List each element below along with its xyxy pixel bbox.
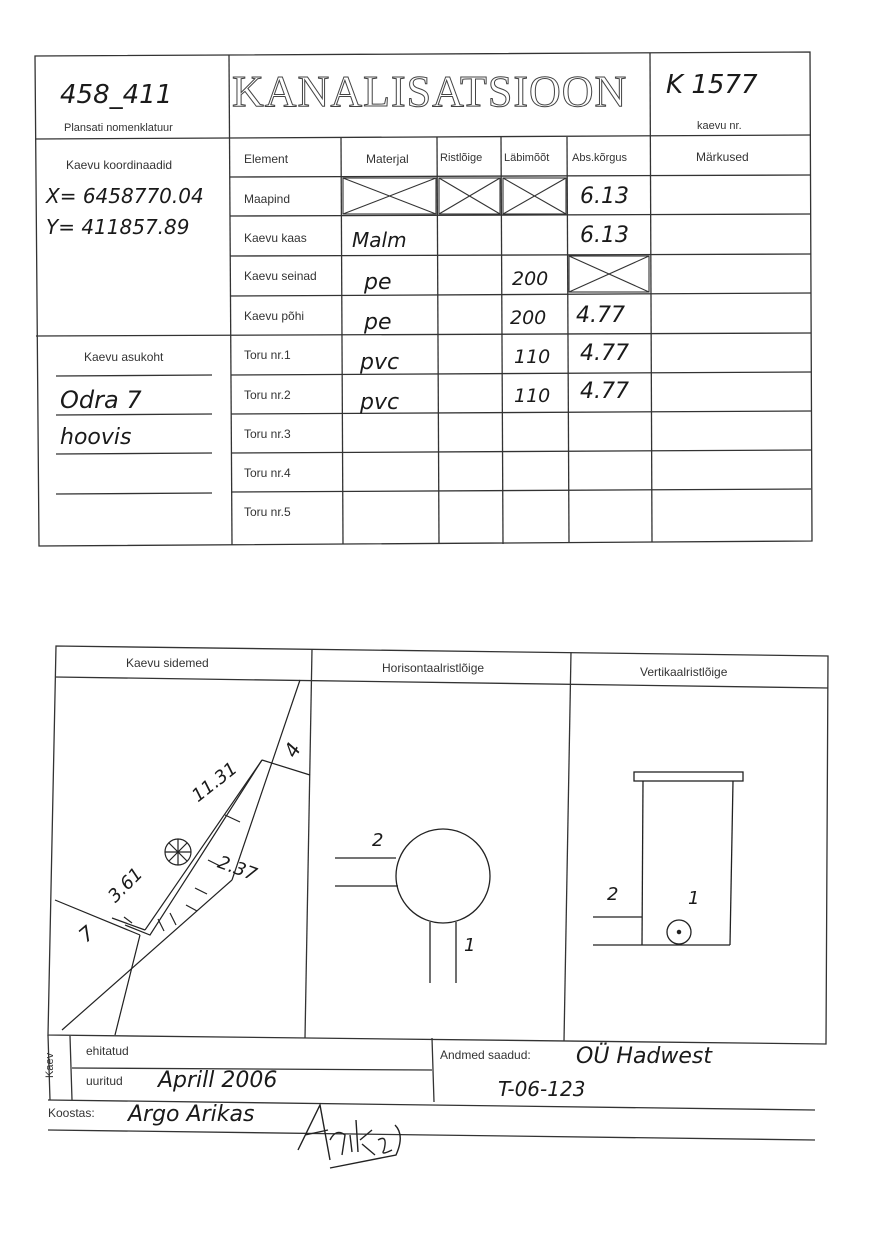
coord-y-value: Y= 411857.89 xyxy=(46,215,190,239)
cell-diameter: 200 xyxy=(512,268,549,290)
map-dimension-label: 2.37 xyxy=(214,852,260,886)
row-element: Toru nr.4 xyxy=(244,466,291,480)
map-number-label: 7 xyxy=(73,920,99,948)
row-element: Kaevu kaas xyxy=(244,231,307,245)
nomenclature-value: 458_411 xyxy=(60,80,173,110)
col-abs-height: Abs.kõrgus xyxy=(572,152,628,164)
map-sketch xyxy=(55,680,310,1035)
location-line1: Odra 7 xyxy=(60,386,142,414)
vertical-section-drawing xyxy=(593,772,743,945)
cell-abs-height: 4.77 xyxy=(580,379,629,404)
horizontal-section-drawing xyxy=(335,829,490,983)
panel-vertical-title: Vertikaalristlõige xyxy=(640,665,728,679)
col-element: Element xyxy=(244,152,289,166)
well-number-value: K 1577 xyxy=(666,70,758,100)
coord-x-value: X= 6458770.04 xyxy=(46,184,204,208)
author-label: Koostas: xyxy=(48,1106,95,1120)
cell-material: pvc xyxy=(360,390,400,415)
row-element: Toru nr.1 xyxy=(244,348,291,362)
cell-diameter: 110 xyxy=(514,385,551,407)
page-title: KANALISATSIOON xyxy=(232,67,628,116)
map-dimension-label: 3.61 xyxy=(104,863,148,907)
cell-abs-height: 6.13 xyxy=(580,184,629,209)
row-element: Toru nr.5 xyxy=(244,505,291,519)
cell-material: Malm xyxy=(352,228,407,252)
col-diameter: Läbimõõt xyxy=(504,152,550,164)
cell-abs-height: 6.13 xyxy=(580,223,629,248)
col-cross-section: Ristlõige xyxy=(440,152,483,164)
cell-abs-height: 4.77 xyxy=(576,303,625,328)
panel-horizontal-title: Horisontaalristlõige xyxy=(382,661,485,675)
col-material: Materjal xyxy=(366,152,409,166)
surveyed-label: uuritud xyxy=(86,1074,123,1088)
cell-material: pe xyxy=(364,310,392,335)
nomenclature-label: Plansati nomenklatuur xyxy=(64,122,173,134)
data-source-label: Andmed saadud: xyxy=(440,1048,531,1062)
coords-label: Kaevu koordinaadid xyxy=(66,158,173,172)
row-element: Kaevu põhi xyxy=(244,309,305,323)
cell-diameter: 200 xyxy=(510,307,547,329)
cell-abs-height: 4.77 xyxy=(580,341,629,366)
surveyed-value: Aprill 2006 xyxy=(158,1068,278,1093)
built-label: ehitatud xyxy=(86,1044,129,1058)
location-label: Kaevu asukoht xyxy=(84,350,164,364)
panel-connections-title: Kaevu sidemed xyxy=(126,656,209,670)
cell-material: pe xyxy=(364,270,392,295)
cell-diameter: 110 xyxy=(514,346,551,368)
location-line2: hoovis xyxy=(60,425,132,450)
cell-material: pvc xyxy=(360,350,400,375)
row-element: Maapind xyxy=(244,192,291,206)
row-element: Toru nr.2 xyxy=(244,388,291,402)
map-number-label: 4 xyxy=(278,738,306,762)
map-dimension-label: 11.31 xyxy=(188,758,242,807)
signature-scribble xyxy=(298,1105,400,1168)
author-value: Argo Arikas xyxy=(128,1102,255,1127)
row-element: Kaevu seinad xyxy=(244,269,317,283)
pipe-2-label: 2 xyxy=(607,884,619,905)
well-number-label: kaevu nr. xyxy=(697,120,742,132)
data-source-value: OÜ Hadwest xyxy=(576,1044,713,1069)
pipe-1-label: 1 xyxy=(464,935,476,956)
sketch-border xyxy=(48,646,828,1044)
data-source-ref: T-06-123 xyxy=(498,1077,586,1101)
row-element: Toru nr.3 xyxy=(244,427,291,441)
well-side-label: Kaev xyxy=(44,1052,56,1078)
pipe-1-label: 1 xyxy=(688,888,700,909)
col-remarks: Märkused xyxy=(696,150,749,164)
pipe-2-label: 2 xyxy=(372,830,384,851)
